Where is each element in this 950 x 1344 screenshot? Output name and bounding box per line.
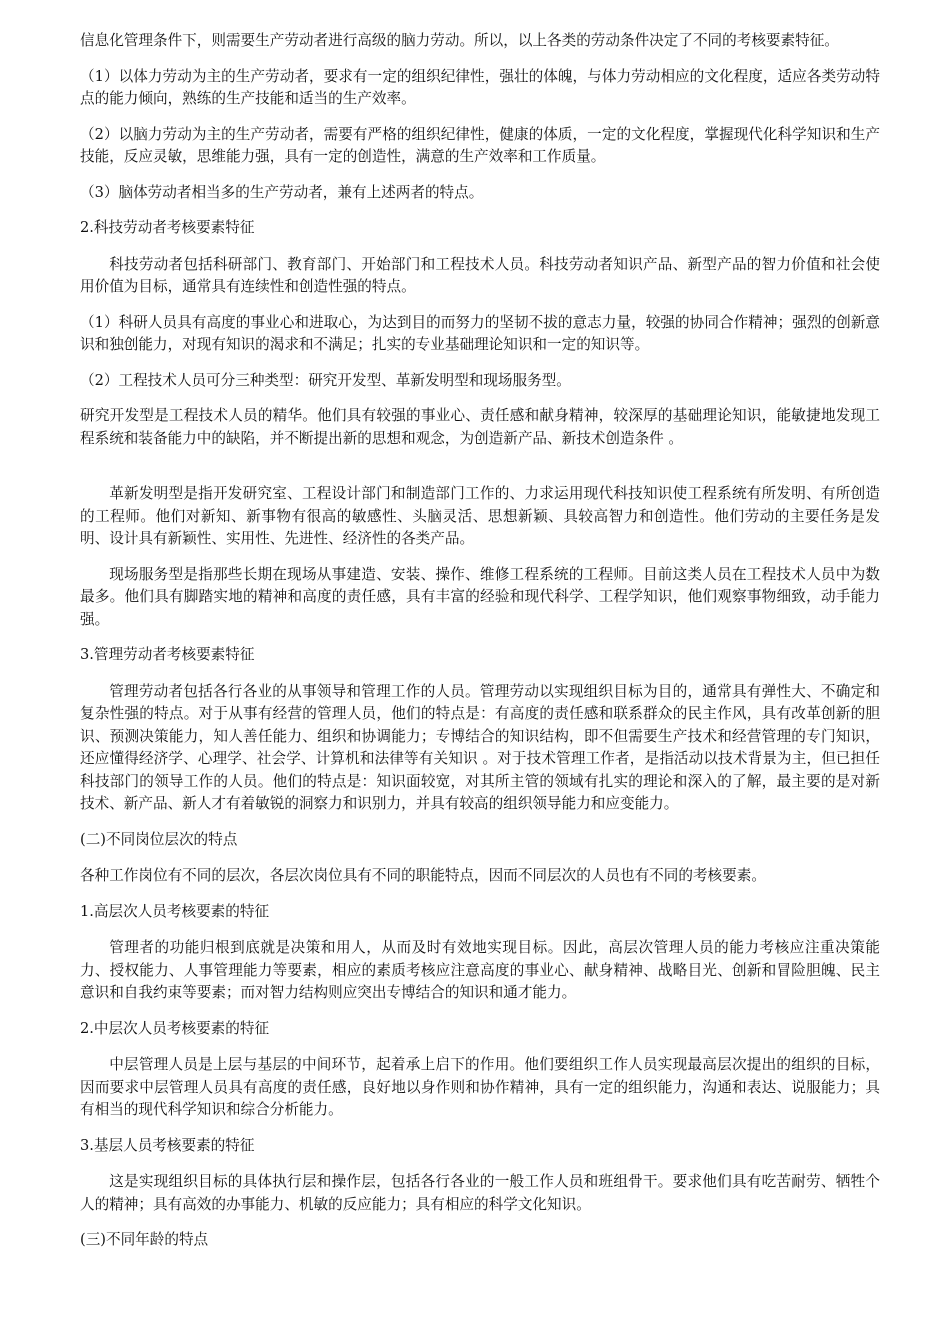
paragraph-tech-workers-intro: 科技劳动者包括科研部门、教育部门、开始部门和工程技术人员。科技劳动者知识产品、新型产品的智力价值和社会使用价值为目标，通常具有连续性和创造性强的特点。 [80, 255, 880, 295]
paragraph-research-development: 研究开发型是工程技术人员的精华。他们具有较强的事业心、责任感和献身精神，较深厚的基础理论知识，能敏捷地发现工程系统和装备能力中的缺陷，并不断提出新的思想和观念，为创造新产品、新技术创造条件 。 [80, 407, 880, 447]
paragraph-innovation-type: 革新发明型是指开发研究室、工程设计部门和制造部门工作的、力求运用现代科技知识使工程系统有所发明、有所创造的工程师。他们对新知、新事物有很高的敏感性、头脑灵活、思想新颖、具较高智力和创造性。他们劳动的主要任务是发明、设计具有新颖性、实用性、先进性、经济性的各类产品。 [80, 485, 880, 547]
heading-middle-level: 2.中层次人员考核要素的特征 [80, 1019, 270, 1037]
paragraph-engineer-types: （2）工程技术人员可分三种类型：研究开发型、革新发明型和现场服务型。 [80, 371, 571, 389]
document-page [80, 30, 880, 1266]
heading-high-level: 1.高层次人员考核要素的特征 [80, 902, 270, 920]
paragraph-management-workers: 管理劳动者包括各行各业的从事领导和管理工作的人员。管理劳动以实现组织目标为目的，通常具有弹性大、不确定和复杂性强的特点。对于从事有经营的管理人员，他们的特点是：有高度的责任感和联系群众的民主作风，具有改革创新的胆识、预测决策能力，知人善任能力、组织和协调能力；专博结合的知识结构，即不但需要生产技术和经营管理的专门知识，还应懂得经济学、心理学、社会学、计算机和法律等有关知识 。对于技术管理工作者，是指活动以技术背景为主，但已担任科技部门的领导工作的人员。他们的特点是：知识面较宽，对其所主管的领域有扎实的理论和深入的了解，最主要的是对新技术、新产品、新人才有着敏锐的洞察力和识别力，并具有较高的组织领导能力和应变能力。 [80, 682, 880, 812]
paragraph-mixed-labor: （3）脑体劳动者相当多的生产劳动者，兼有上述两者的特点。 [80, 183, 484, 201]
heading-management-workers: 3.管理劳动者考核要素特征 [80, 646, 255, 663]
paragraph-base-level: 这是实现组织目标的具体执行层和操作层，包括各行各业的一般工作人员和班组骨干。要求他们具有吃苦耐劳、牺牲个人的精神；具有高效的办事能力、机敏的反应能力；具有相应的科学文化知识。 [80, 1173, 880, 1213]
heading-tech-workers: 2.科技劳动者考核要素特征 [80, 219, 255, 236]
paragraph-position-levels: 各种工作岗位有不同的层次，各层次岗位具有不同的职能特点，因而不同层次的人员也有不同的考核要素。 [80, 867, 766, 884]
heading-age-characteristics: (三)不同年龄的特点 [80, 1231, 209, 1248]
paragraph-field-service-type: 现场服务型是指那些长期在现场从事建造、安装、操作、维修工程系统的工程师。目前这类人员在工程技术人员中为数最多。他们具有脚踏实地的精神和高度的责任感，具有丰富的经验和现代科学、工程学知识，他们观察事物细致，动手能力强。 [80, 565, 880, 628]
heading-position-levels: (二)不同岗位层次的特点 [80, 830, 238, 848]
paragraph-gap [80, 463, 880, 483]
paragraph-high-level: 管理者的功能归根到底就是决策和用人，从而及时有效地实现目标。因此，高层次管理人员的能力考核应注重决策能力、授权能力、人事管理能力等要素，相应的素质考核应注意高度的事业心、献身精神、战略目光、创新和冒险胆魄、民主意识和自我约束等要素；而对智力结构则应突出专博结合的知识和通才能力。 [80, 939, 880, 1001]
paragraph-mental-labor: （2）以脑力劳动为主的生产劳动者，需要有严格的组织纪律性，健康的体质，一定的文化程度，掌握现代化科学知识和生产技能，反应灵敏，思维能力强，具有一定的创造性，满意的生产效率和工作质量。 [80, 125, 880, 165]
heading-base-level: 3.基层人员考核要素的特征 [80, 1136, 255, 1154]
paragraph-middle-level: 中层管理人员是上层与基层的中间环节，起着承上启下的作用。他们要组织工作人员实现最高层次提出的组织的目标，因而要求中层管理人员具有高度的责任感，良好地以身作则和协作精神，具有一定的组织能力，沟通和表达、说服能力；具有相当的现代科学知识和综合分析能力。 [80, 1056, 880, 1118]
paragraph-info-management: 信息化管理条件下，则需要生产劳动者进行高级的脑力劳动。所以，以上各类的劳动条件决定了不同的考核要素特征。 [80, 32, 839, 49]
paragraph-researchers: （1）科研人员具有高度的事业心和进取心，为达到目的而努力的坚韧不拔的意志力量，较强的协同合作精神；强烈的创新意识和独创能力，对现有知识的渴求和不满足；扎实的专业基础理论知识和一定的知识等。 [80, 313, 880, 353]
paragraph-physical-labor: （1）以体力劳动为主的生产劳动者，要求有一定的组织纪律性，强壮的体魄，与体力劳动相应的文化程度，适应各类劳动特点的能力倾向，熟练的生产技能和适当的生产效率。 [80, 67, 880, 107]
